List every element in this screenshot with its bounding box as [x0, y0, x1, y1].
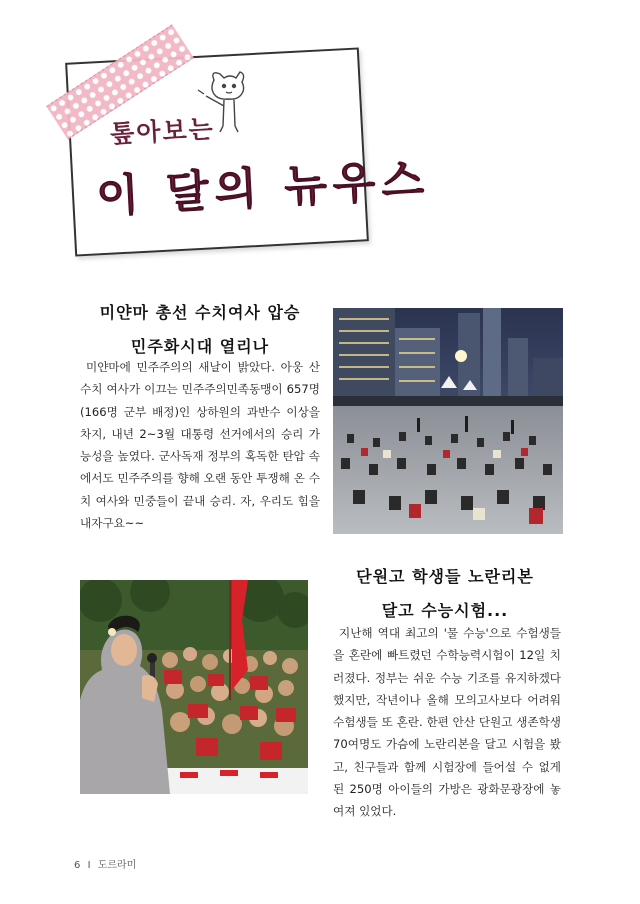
plaza-bags-photo [333, 308, 563, 534]
article1-title-line2: 민주화시대 열리나 [130, 337, 270, 356]
article2-title [320, 560, 570, 628]
magazine-name: 도르라미 [97, 860, 137, 871]
article1-title [80, 296, 320, 364]
page-footer [74, 856, 136, 871]
section-kicker: 톺아보는 [109, 114, 216, 149]
section-headline: 이 달의 뉴우스 [95, 154, 432, 223]
page-number: 6 [74, 860, 81, 871]
article1-title-line1: 미얀마 총선 수치여사 압승 [99, 303, 301, 322]
article2-title-line1: 단원고 학생들 노란리본 [356, 567, 534, 586]
article2-title-line2: 달고 수능시험... [381, 601, 509, 620]
article2-body: 지난해 역대 최고의 '물 수능'으로 수험생들을 혼란에 빠트렸던 수학능력시험이 12일 치러졌다. 정부는 쉬운 수능 기조를 유지하겠다 했지만, 작년이나 올해 모의고사보다 어려워 수험생들 또 혼란. 한편 안산 단원고 생존학생 70여명도 가슴에 노란리본을 달고 시험을 봤고, 친구들과 함께 시험장에 들어설 수 없게 된 250명 아이들의 가방은 광화문광장에 놓여져 있었다. [333, 626, 561, 819]
article1-body: 미얀마에 민주주의의 새날이 밝았다. 아웅 산 수치 여사가 이끄는 민주주의민족동맹이 657명(166명 군부 배정)인 상하원의 과반수 이상을 차지, 내년 2~3월 대통령 선거에서의 승리 가능성을 높였다. 군사독재 정부의 혹독한 탄압 속에서도 민주주의를 향해 오랜 동안 투쟁해 온 수치 여사와 민중들이 끝내 승리. 자, 우리도 힘을 내자구요~~ [80, 360, 320, 531]
rally-speaker-photo [80, 580, 308, 794]
footer-separator: I [87, 860, 91, 871]
